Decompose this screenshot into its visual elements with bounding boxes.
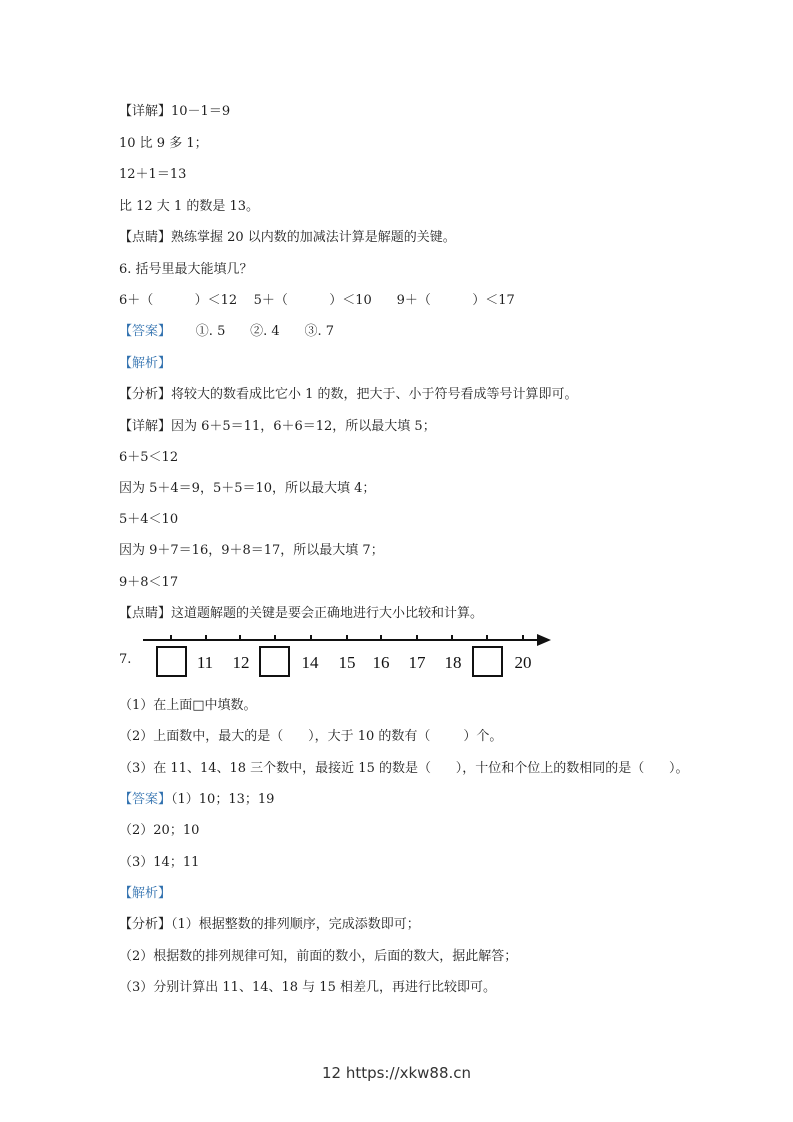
detail-line-4: 比 12 大 1 的数是 13。 xyxy=(119,199,260,214)
detail-q6-line-6: 9＋8＜17 xyxy=(119,575,179,590)
q7-part-3: （3）在 11、14、18 三个数中，最接近 15 的数是（ ），十位和个位上的数相同的是（ ）。 xyxy=(119,761,689,776)
comment-line-q5: 【点睛】熟练掌握 20 以内数的加减法计算是解题的关键。 xyxy=(119,230,456,245)
question-7-number: 7. xyxy=(119,652,132,667)
question-6-expressions: 6＋（ ）＜12 5＋（ ）＜10 9＋（ ）＜17 xyxy=(119,293,515,308)
q7-part-1: （1）在上面□中填数。 xyxy=(119,698,257,713)
analysis-tag-q6: 【解析】 xyxy=(119,356,172,371)
tick-label: 15 xyxy=(338,653,356,672)
number-line xyxy=(119,630,559,680)
analysis-q7-line-2: （2）根据数的排列规律可知，前面的数小，后面的数大，据此解答； xyxy=(119,949,518,964)
detail-line-1: 【详解】10－1＝9 xyxy=(119,104,231,119)
answer-q7-line-3: （3）14；11 xyxy=(119,855,200,870)
answer-tag: 【答案】 xyxy=(119,792,172,807)
number-line-svg xyxy=(119,630,559,680)
detail-line-3: 12＋1＝13 xyxy=(119,167,187,182)
tick-label: 17 xyxy=(408,653,426,672)
answer-line-q7 xyxy=(119,792,274,808)
tick-label: 14 xyxy=(301,653,319,672)
analysis-line-q6: 【分析】将较大的数看成比它小 1 的数，把大于、小于符号看成等号计算即可。 xyxy=(119,387,578,402)
number-line-arrow xyxy=(537,634,551,646)
answer-values: （1）10；13；19 xyxy=(171,792,275,807)
detail-q6-line-1: 【详解】因为 6＋5＝11，6＋6＝12，所以最大填 5； xyxy=(119,419,436,434)
analysis-q7-line-1: 【分析】（1）根据整数的排列顺序，完成添数即可； xyxy=(119,917,420,932)
question-6-title: 6. 括号里最大能填几？ xyxy=(119,262,253,277)
detail-q6-line-3: 因为 5＋4＝9，5＋5＝10，所以最大填 4； xyxy=(119,481,376,496)
answer-box-1 xyxy=(157,647,186,676)
detail-line-2: 10 比 9 多 1； xyxy=(119,136,208,151)
tick-label: 12 xyxy=(232,653,250,672)
analysis-q7-line-3: （3）分别计算出 11、14、18 与 15 相差几，再进行比较即可。 xyxy=(119,980,496,995)
answer-line-q6 xyxy=(119,324,334,340)
comment-line-q6: 【点睛】这道题解题的关键是要会正确地进行大小比较和计算。 xyxy=(119,606,484,621)
tick-label: 16 xyxy=(372,653,390,672)
tick-label: 11 xyxy=(196,653,214,672)
page-footer: 12 https://xkw88.cn xyxy=(321,1064,472,1082)
detail-q6-line-2: 6＋5＜12 xyxy=(119,450,179,465)
detail-q6-line-4: 5＋4＜10 xyxy=(119,512,179,527)
answer-tag: 【答案】 xyxy=(119,324,172,339)
tick-label: 20 xyxy=(514,653,532,672)
answer-q7-line-2: （2）20；10 xyxy=(119,823,200,838)
answer-values: ①. 5 ②. 4 ③. 7 xyxy=(171,324,335,339)
answer-box-3 xyxy=(473,647,502,676)
tick-label: 18 xyxy=(444,653,462,672)
q7-part-2: （2）上面数中，最大的是（ ），大于 10 的数有（ ）个。 xyxy=(119,729,503,744)
answer-box-2 xyxy=(260,647,289,676)
detail-q6-line-5: 因为 9＋7＝16，9＋8＝17，所以最大填 7； xyxy=(119,543,384,558)
analysis-tag-q7: 【解析】 xyxy=(119,886,172,901)
